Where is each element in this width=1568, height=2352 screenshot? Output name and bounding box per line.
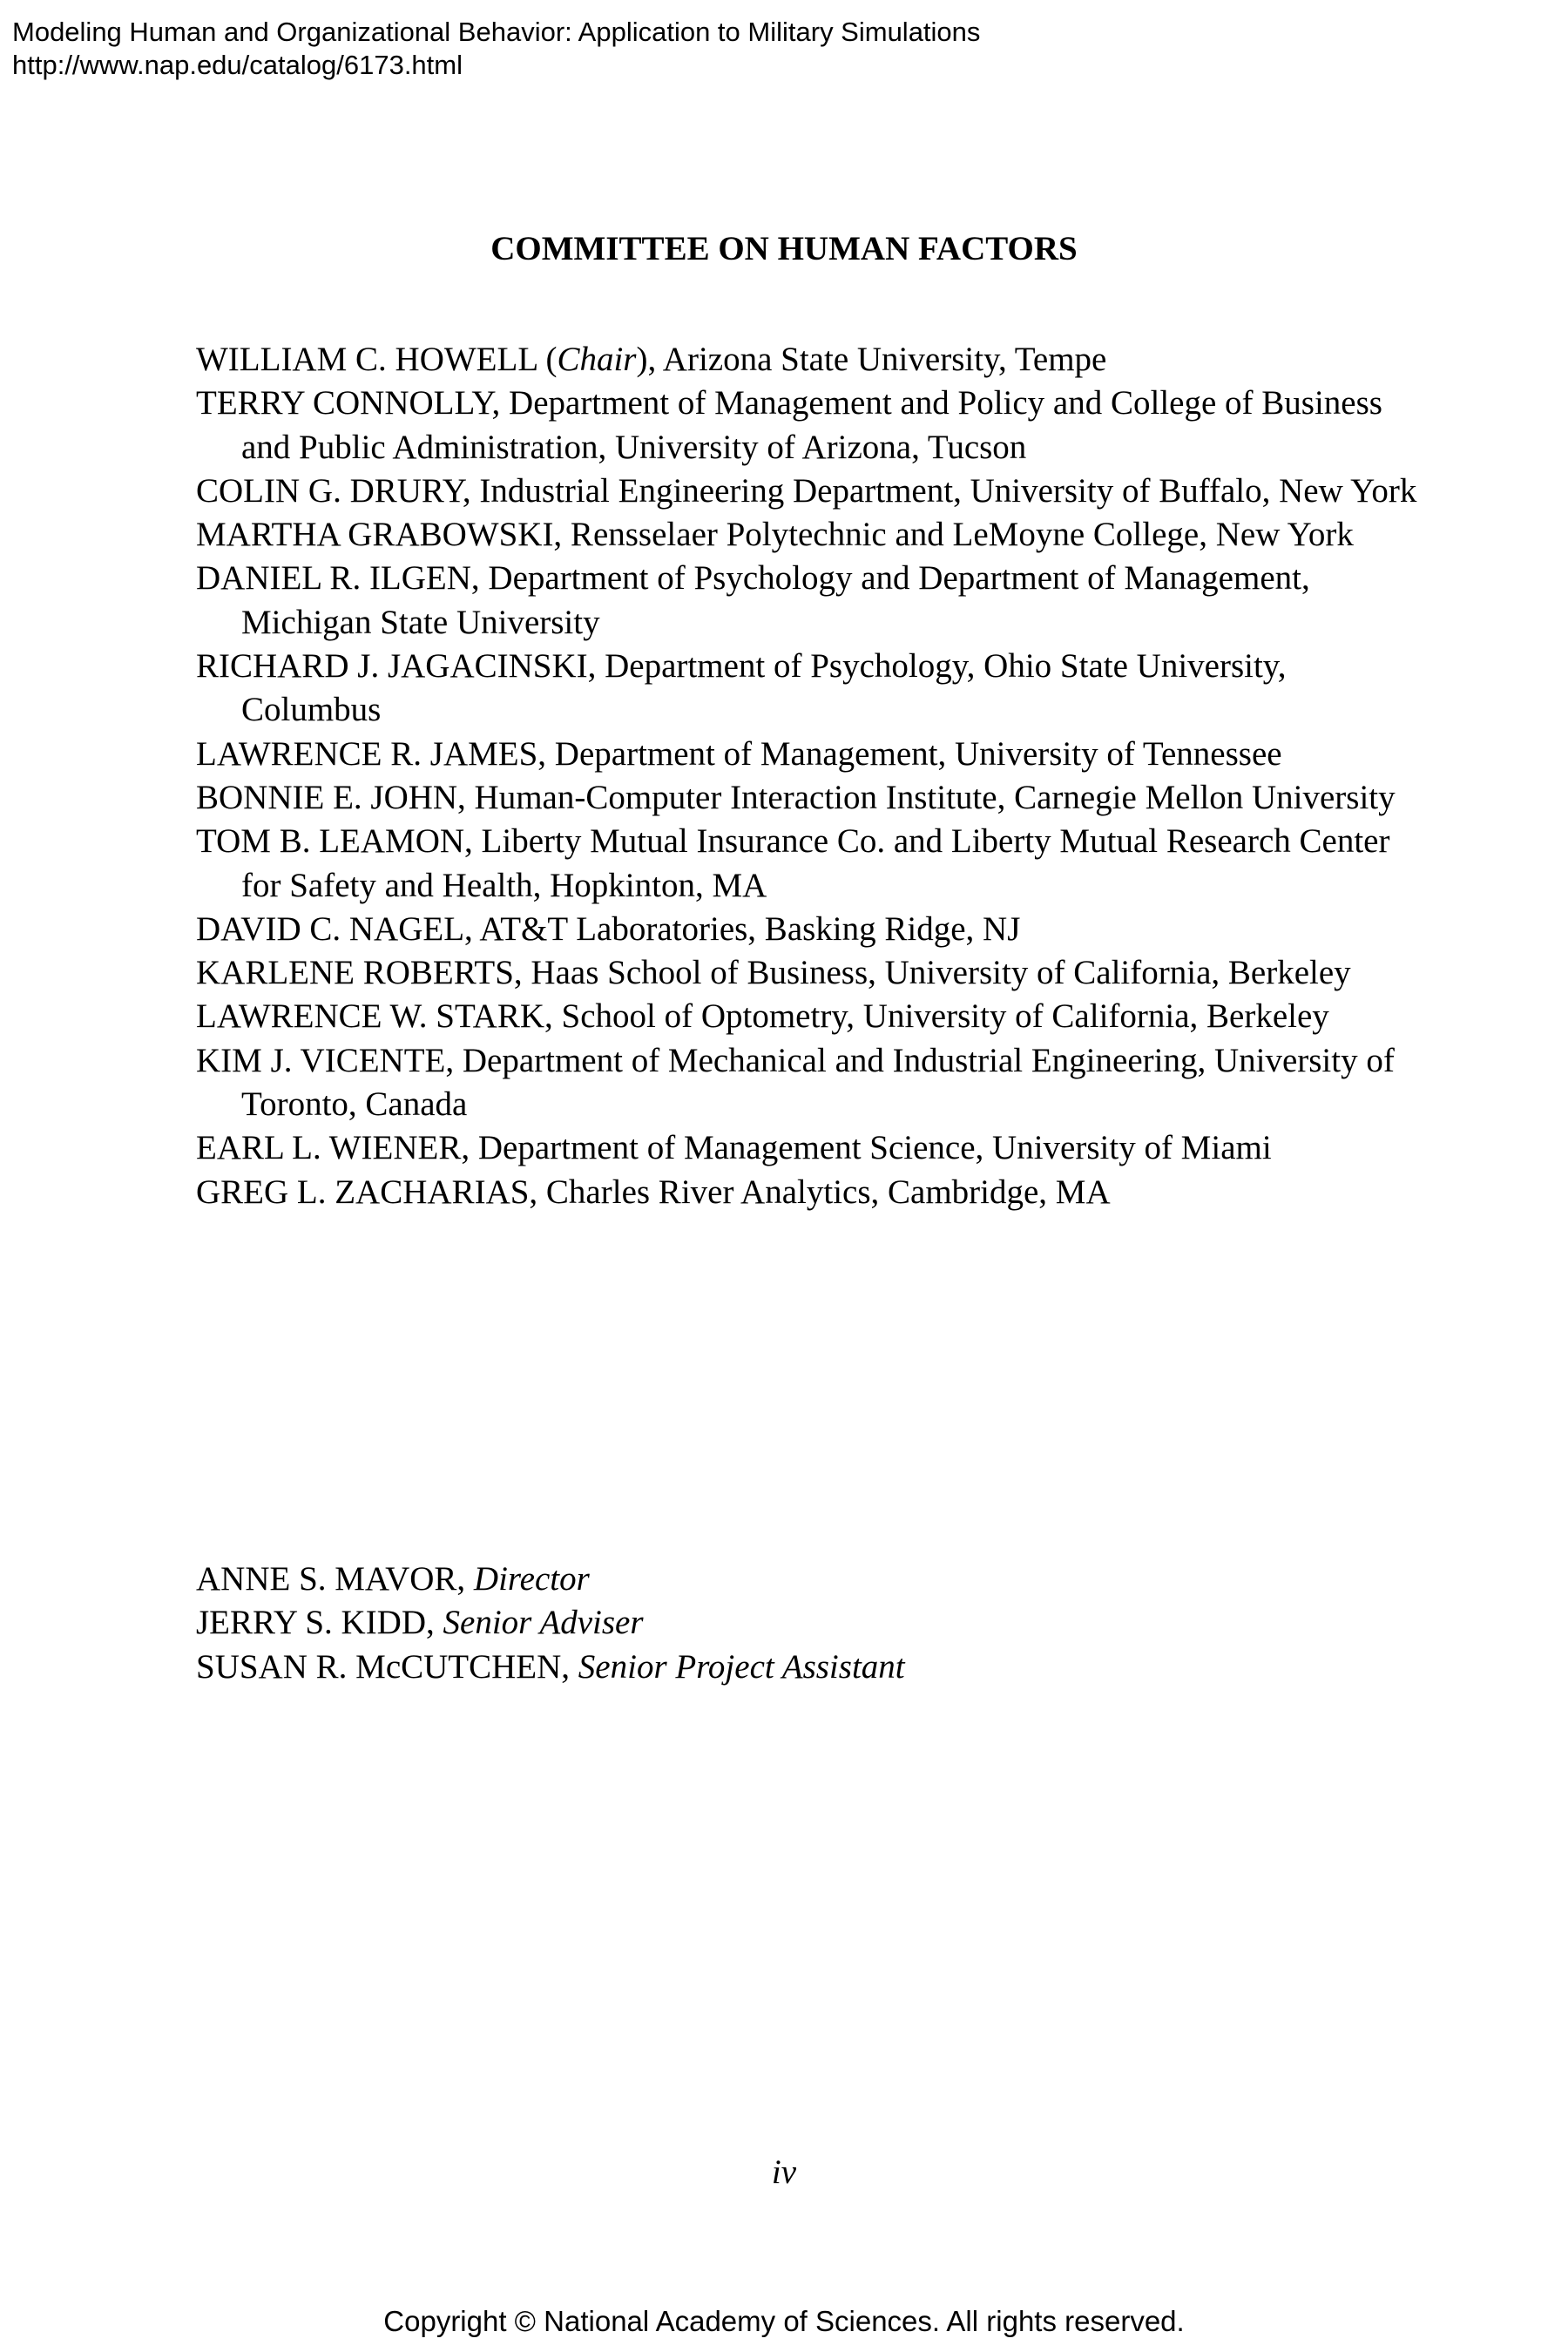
staff-role: Senior Adviser — [443, 1604, 644, 1642]
committee-chair — [196, 338, 1433, 382]
committee-member: TERRY CONNOLLY, Department of Management and Policy and College of Business and Public Administration, University of Arizona, Tucson — [196, 384, 1382, 466]
copyright-footer: Copyright © National Academy of Sciences. All rights reserved. — [383, 2305, 1185, 2337]
committee-member: DANIEL R. ILGEN, Department of Psychology and Department of Management, Michigan State University — [196, 559, 1310, 641]
committee-member: BONNIE E. JOHN, Human-Computer Interaction Institute, Carnegie Mellon University — [196, 778, 1396, 816]
staff-role: Senior Project Assistant — [578, 1647, 905, 1686]
document-header — [12, 16, 980, 82]
committee-member: EARL L. WIENER, Department of Management Science, University of Miami — [196, 1129, 1272, 1167]
committee-member: MARTHA GRABOWSKI, Rensselaer Polytechnic and LeMoyne College, New York — [196, 516, 1354, 554]
committee-member: RICHARD J. JAGACINSKI, Department of Psychology, Ohio State University, Columbus — [196, 647, 1287, 729]
committee-member-list — [196, 338, 1433, 1214]
committee-title: COMMITTEE ON HUMAN FACTORS — [490, 230, 1078, 267]
committee-member: DAVID C. NAGEL, AT&T Laboratories, Basking Ridge, NJ — [196, 909, 1021, 948]
catalog-url[interactable]: http://www.nap.edu/catalog/6173.html — [12, 50, 463, 80]
staff-member — [196, 1601, 1433, 1645]
committee-member: TOM B. LEAMON, Liberty Mutual Insurance Co. and Liberty Mutual Research Center for Safety and Health, Hopkinton, MA — [196, 822, 1390, 904]
committee-member: GREG L. ZACHARIAS, Charles River Analytics, Cambridge, MA — [196, 1173, 1111, 1211]
chair-name: WILLIAM C. HOWELL ( — [196, 341, 558, 378]
staff-name: JERRY S. KIDD, — [196, 1604, 443, 1642]
committee-member: LAWRENCE R. JAMES, Department of Management, University of Tennessee — [196, 734, 1282, 773]
committee-member: KIM J. VICENTE, Department of Mechanical and Industrial Engineering, University of Toronto, Canada — [196, 1041, 1395, 1124]
committee-member: COLIN G. DRURY, Industrial Engineering Department, University of Buffalo, New York — [196, 471, 1417, 510]
staff-name: SUSAN R. McCUTCHEN, — [196, 1647, 578, 1686]
page-number: iv — [771, 2153, 797, 2191]
book-title: Modeling Human and Organizational Behavior: Application to Military Simulations — [12, 17, 981, 47]
committee-member: LAWRENCE W. STARK, School of Optometry, University of California, Berkeley — [196, 997, 1329, 1036]
staff-list — [196, 1558, 1433, 1689]
staff-member — [196, 1646, 1433, 1689]
chair-affiliation: ), Arizona State University, Tempe — [636, 341, 1107, 378]
committee-member: KARLENE ROBERTS, Haas School of Business, University of California, Berkeley — [196, 954, 1351, 992]
staff-name: ANNE S. MAVOR, — [196, 1560, 474, 1598]
staff-role: Director — [473, 1560, 590, 1598]
chair-role: Chair — [557, 341, 637, 378]
staff-member — [196, 1558, 1433, 1601]
